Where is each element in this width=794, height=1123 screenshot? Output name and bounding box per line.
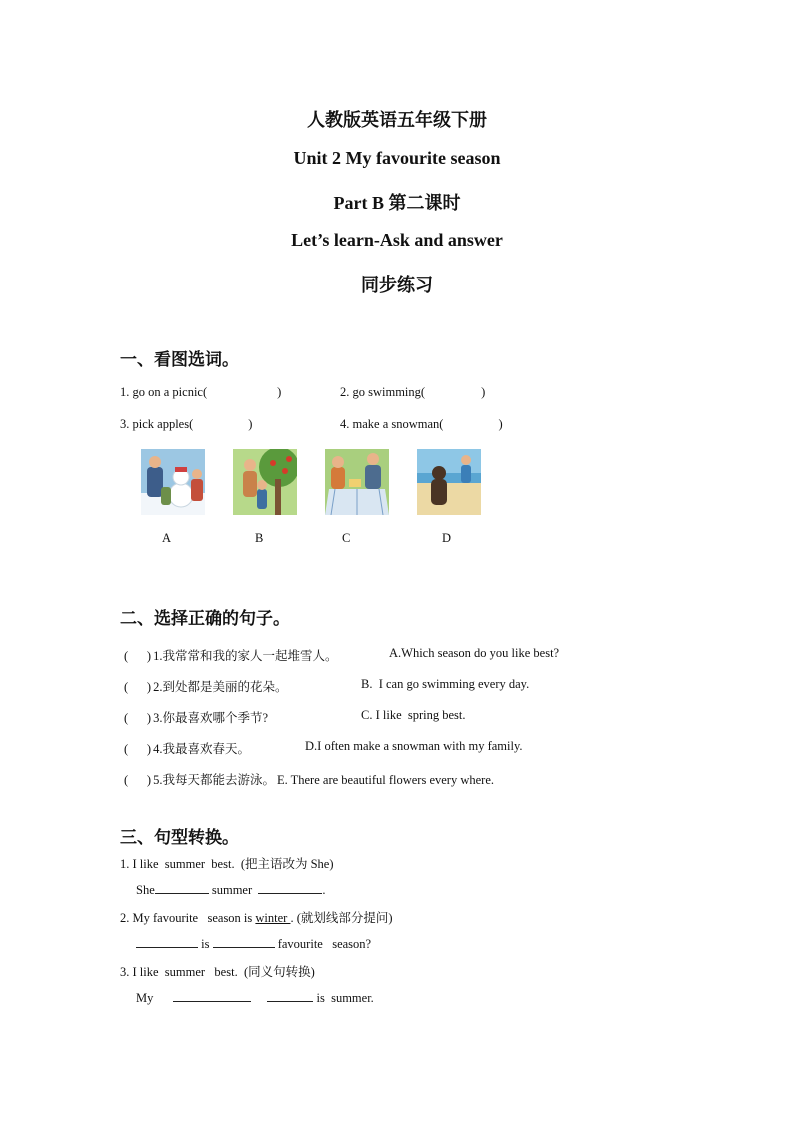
s3-q1: 1. I like summer best. (把主语改为 She)	[120, 857, 334, 871]
s2-row-4: ( ) 4.我最喜欢春天。	[124, 742, 250, 756]
s2-option-b: B. I can go swimming every day.	[361, 677, 530, 691]
s1-item-2: 2. go swimming( )	[340, 385, 486, 399]
answer-blank[interactable]	[213, 935, 275, 948]
section1-heading: 一、看图选词。	[120, 350, 239, 369]
s2-row-1: ( ) 1.我常常和我的家人一起堆雪人。	[124, 649, 338, 663]
section2-heading: 二、选择正确的句子。	[120, 609, 290, 628]
s2-option-a: A.Which season do you like best?	[389, 646, 560, 660]
s2-option-c: C. I like spring best.	[361, 708, 466, 722]
answer-blank[interactable]	[267, 989, 313, 1002]
underlined-word: winter	[255, 911, 291, 925]
answer-blank[interactable]	[155, 881, 209, 894]
s3-q3: 3. I like summer best. (同义句转换)	[120, 965, 315, 979]
s2-row-2: ( ) 2.到处都是美丽的花朵。	[124, 680, 288, 694]
s1-item-3: 3. pick apples( )	[120, 417, 253, 431]
s1-item-1: 1. go on a picnic( )	[120, 385, 282, 399]
unit-title: Unit 2 My favourite season	[293, 148, 501, 168]
picture-label-a: A	[162, 531, 172, 545]
section3-heading: 三、句型转换。	[120, 828, 239, 847]
picture-label-c: C	[342, 531, 351, 545]
picture-label-d: D	[442, 531, 452, 545]
beach-swimming-picture	[417, 449, 481, 515]
picnic-picture	[325, 449, 389, 515]
answer-blank[interactable]	[173, 989, 251, 1002]
s2-option-d: D.I often make a snowman with my family.	[305, 739, 523, 753]
s2-row-3: ( ) 3.你最喜欢哪个季节?	[124, 711, 269, 725]
answer-blank[interactable]	[258, 881, 322, 894]
picture-label-b: B	[255, 531, 264, 545]
document-title: 人教版英语五年级下册	[307, 110, 487, 130]
snowman-family-picture	[141, 449, 205, 515]
s3-q2-answer: is favourite season?	[136, 935, 371, 952]
s2-row-5: ( ) 5.我每天都能去游泳。 E. There are beautiful flowers every where.	[124, 773, 494, 787]
part-title: Part B 第二课时	[333, 193, 461, 213]
s1-item-4: 4. make a snowman( )	[340, 417, 503, 431]
practice-title: 同步练习	[361, 275, 433, 295]
s3-q3-answer: My is summer.	[136, 991, 374, 1005]
answer-blank[interactable]	[136, 935, 198, 948]
apple-picking-picture	[233, 449, 297, 515]
s3-q2: 2. My favourite season is winter . (就划线部分提问)	[120, 911, 393, 925]
s3-q1-answer: She summer .	[136, 883, 326, 897]
lesson-title: Let’s learn-Ask and answer	[291, 230, 503, 250]
